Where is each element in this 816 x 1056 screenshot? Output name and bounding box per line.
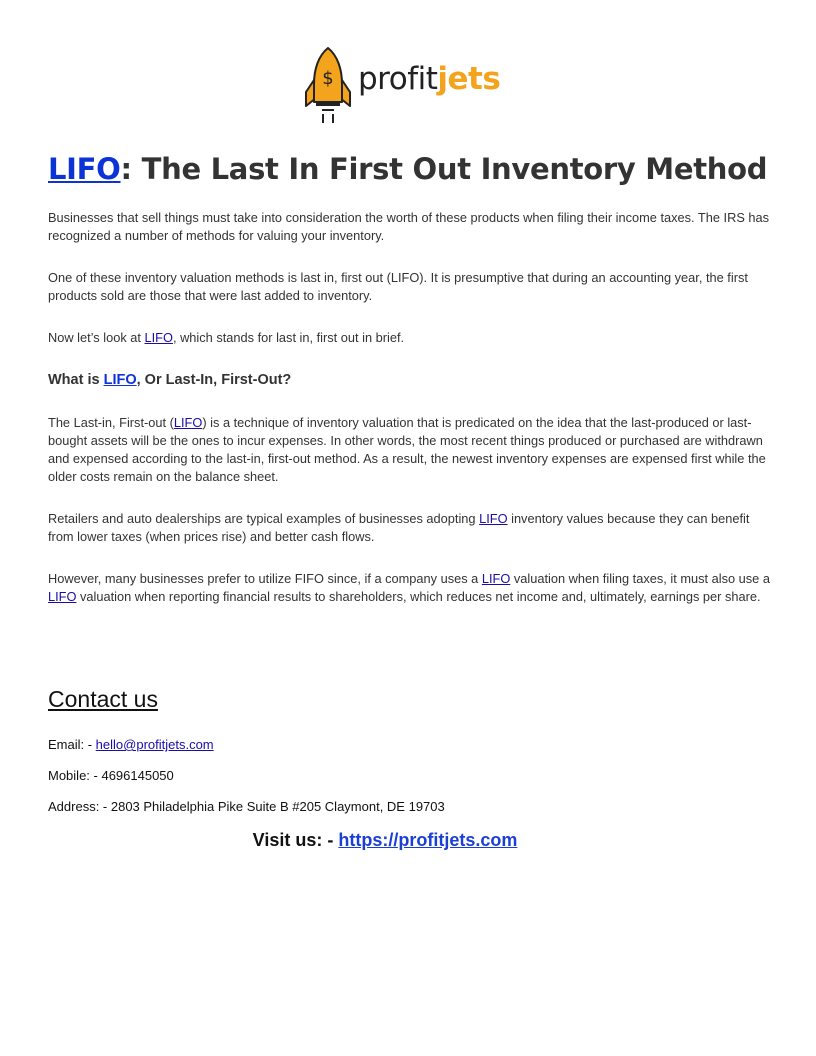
text-segment: Retailers and auto dealerships are typical examples of businesses adopting: [48, 511, 480, 526]
contact-address: Address: - 2803 Philadelphia Pike Suite B #205 Claymont, DE 19703: [48, 799, 445, 814]
text-segment: , which stands for last in, first out in brief.: [172, 330, 405, 345]
paragraph-definition: [48, 414, 770, 486]
lifo-link[interactable]: LIFO: [48, 589, 77, 604]
email-label: Email: -: [48, 737, 96, 752]
page-title: [48, 152, 767, 186]
brand-part-jets: jets: [437, 61, 501, 97]
paragraph-intro: Businesses that sell things must take into consideration the worth of these products when filing their income taxes. The IRS has recognized a number of methods for valuing your inventory.: [48, 210, 770, 243]
text-segment: What is: [48, 372, 104, 388]
text-segment: valuation when reporting financial results to shareholders, which reduces net income and, ultimately, earnings per share.: [76, 589, 761, 604]
contact-email: [48, 737, 214, 752]
visit-label: Visit us: -: [252, 830, 339, 850]
contact-heading: Contact us: [48, 686, 158, 712]
text-segment: However, many businesses prefer to utilize FIFO since, if a company uses a: [48, 571, 482, 586]
text-segment: , Or Last-In, First-Out?: [136, 372, 292, 388]
text-segment: valuation when filing taxes, it must also use a: [510, 571, 770, 586]
profitjets-logo: [304, 46, 504, 126]
heading-lifo-link[interactable]: LIFO: [103, 372, 137, 388]
text-segment: inventory values because they can benefit from lower taxes (when prices rise) and better cash flows.: [48, 511, 750, 544]
text-segment: The Last-in, First-out (: [48, 415, 174, 430]
title-text: : The Last In First Out Inventory Method: [120, 152, 768, 186]
lifo-link[interactable]: LIFO: [481, 571, 511, 586]
title-lifo-link[interactable]: LIFO: [48, 152, 121, 186]
lifo-link[interactable]: LIFO: [479, 511, 508, 526]
brand-wordmark: [358, 61, 500, 97]
text-segment: ) is a technique of inventory valuation that is predicated on the idea that the last-produced or last-bought assets will be the ones to incur expenses. In other words, the most recent things produced or purchased are withdrawn and expensed according to the last-in, first-out method. As a result, the newest inventory expenses are expensed first while the older costs remain on the balance sheet.: [48, 415, 766, 484]
paragraph-methods: One of these inventory valuation methods is last in, first out (LIFO). It is presumptive that during an accounting year, the first products sold are those that were last added to inventory.: [48, 270, 748, 303]
email-link[interactable]: hello@profitjets.com: [95, 737, 214, 752]
lifo-link[interactable]: LIFO: [173, 415, 203, 430]
text-segment: Now let’s look at: [48, 330, 145, 345]
svg-text:$: $: [322, 68, 334, 89]
contact-mobile: Mobile: - 4696145050: [48, 768, 174, 783]
rocket-icon: [304, 46, 354, 126]
website-link[interactable]: https://profitjets.com: [338, 830, 518, 850]
paragraph-retailers: [48, 510, 770, 546]
visit-us: [0, 830, 770, 851]
paragraph-fifo: [48, 570, 770, 606]
section-heading-what-is-lifo: [48, 372, 291, 388]
lifo-link[interactable]: LIFO: [144, 330, 173, 345]
brand-part-profit: profit: [358, 61, 438, 97]
paragraph-lets-look: [48, 329, 770, 347]
